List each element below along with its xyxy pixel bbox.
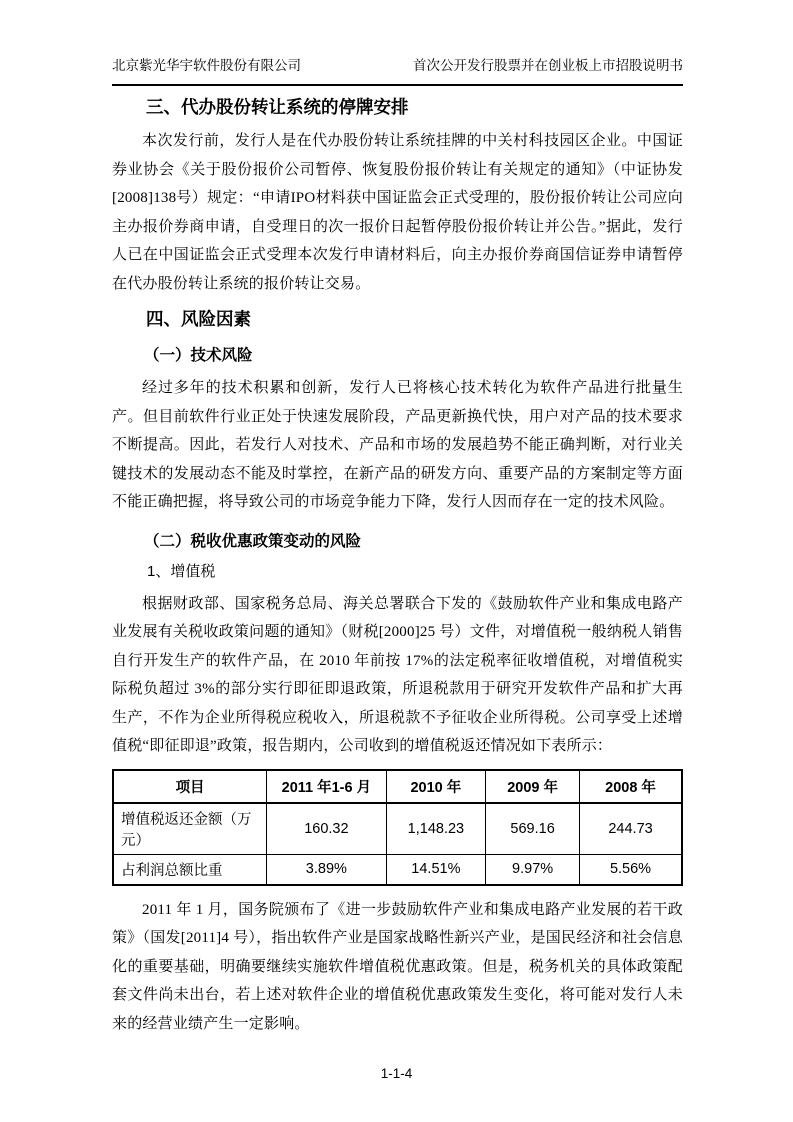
header-document-title: 首次公开发行股票并在创业板上市招股说明书 <box>413 58 683 73</box>
page-content <box>112 57 683 1038</box>
profit-share-2010: 14.51% <box>386 854 486 885</box>
vat-refund-table <box>112 769 683 886</box>
page-number: 1-1-4 <box>380 1066 413 1081</box>
table-header-2009: 2009 年 <box>486 770 580 803</box>
paragraph-technology-risk: 经过多年的技术积累和创新，发行人已将核心技术转化为软件产品进行批量生产。但目前软件行业正处于快速发展阶段，产品更新换代快，用户对产品的技术要求不断提高。因此，若发行人对技术、产品和市场的发展趋势不能正确判断，对行业关键技术的发展动态不能及时掌控，在新产品的研发方向、重要产品的方案制定等方面不能正确把握，将导致公司的市场竞争能力下降，发行人因而存在一定的技术风险。 <box>112 380 683 510</box>
heading-vat: 1、增值税 <box>147 562 216 580</box>
refund-amount-2010: 1,148.23 <box>386 803 486 855</box>
heading-technology-risk: （一）技术风险 <box>144 347 253 364</box>
refund-amount-2011h1: 160.32 <box>267 803 386 855</box>
profit-share-2009: 9.97% <box>486 854 580 885</box>
paragraph-vat-policy-2011: 2011 年 1 月，国务院颁布了《进一步鼓励软件产业和集成电路产业发展的若干政策》（国发[2011]4 号），指出软件产业是国家战略性新兴产业，是国民经济和社会信息化的重要基础，明确要继续实施软件增值税优惠政策。但是，税务机关的具体政策配套文件尚未出台，若上述对软件企业的增值税优惠政策发生变化，将可能对发行人未来的经营业绩产生一定影响。 <box>112 901 683 1032</box>
table-row-refund-amount <box>113 803 682 855</box>
paragraph-suspension: 本次发行前，发行人是在代办股份转让系统挂牌的中关村科技园区企业。中国证券业协会《关于股份报价公司暂停、恢复股份报价转让有关规定的通知》（中证协发[2008]138号）规定：“申请IPO材料获中国证监会正式受理的，股份报价转让公司应向主办报价券商申请，自受理日的次一报价日起暂停股份报价转让并公告。”据此，发行人已在中国证监会正式受理本次发行申请材料后，向主办报价券商国信证券申请暂停在代办股份转让系统的报价转让交易。 <box>112 133 683 292</box>
running-header <box>112 57 683 86</box>
table-header-row <box>113 770 682 803</box>
table-header-item: 项目 <box>113 770 267 803</box>
heading-risk-factors: 四、风险因素 <box>146 309 251 329</box>
refund-amount-2009: 569.16 <box>486 803 580 855</box>
row-label-profit-share: 占利润总额比重 <box>113 854 267 885</box>
paragraph-vat-policy: 根据财政部、国家税务总局、海关总署联合下发的《鼓励软件产业和集成电路产业发展有关税收政策问题的通知》（财税[2000]25 号）文件，对增值税一般纳税人销售自行开发生产的软件产品，在 2010 年前按 17%的法定税率征收增值税，对增值税实际税负超过 3%的部分实行即征即退政策，所退税款用于研究开发软件产品和扩大再生产，不作为企业所得税应税收入，所退税款不予征收企业所得税。公司享受上述增值税“即征即退”政策，报告期内，公司收到的增值税返还情况如下表所示： <box>112 595 683 754</box>
table-header-2010: 2010 年 <box>386 770 486 803</box>
heading-tax-policy-risk: （二）税收优惠政策变动的风险 <box>144 532 362 550</box>
refund-amount-2008: 244.73 <box>580 803 682 855</box>
table-header-2011h1: 2011 年1-6 月 <box>267 770 386 803</box>
row-label-refund-amount: 增值税返还金额（万元） <box>113 803 267 855</box>
header-company-name: 北京紫光华宇软件股份有限公司 <box>112 58 301 73</box>
table-row-profit-share <box>113 854 682 885</box>
profit-share-2011h1: 3.89% <box>267 854 386 885</box>
profit-share-2008: 5.56% <box>580 854 682 885</box>
heading-suspension-arrangement: 三、代办股份转让系统的停牌安排 <box>146 97 409 117</box>
table-header-2008: 2008 年 <box>580 770 682 803</box>
